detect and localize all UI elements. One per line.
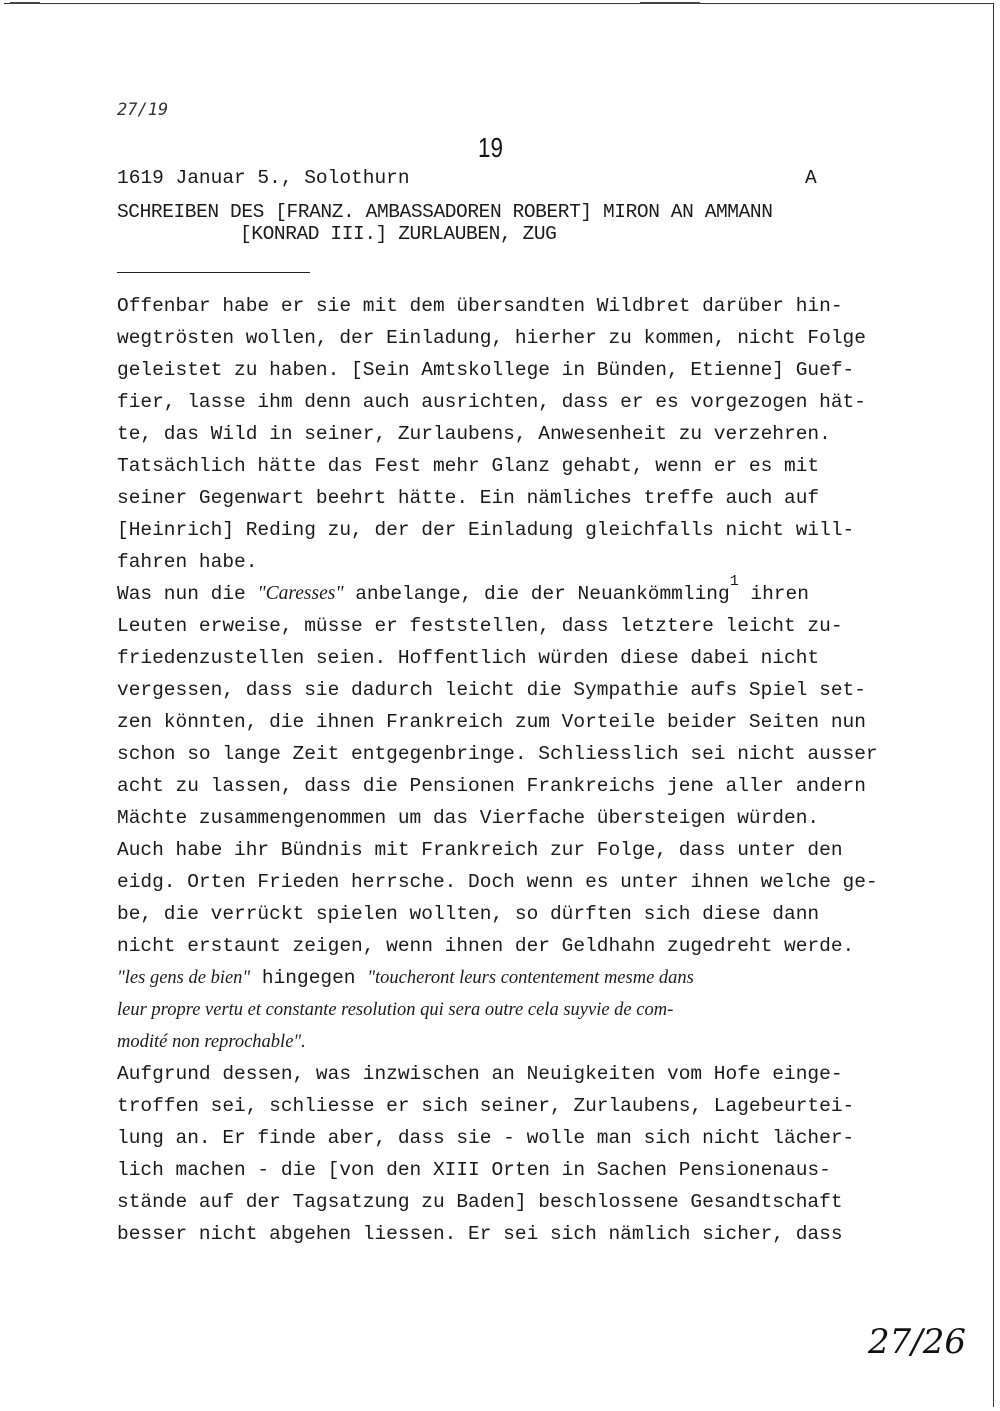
body-line: fier, lasse ihm denn auch ausrichten, dass er es vorgezogen hät- — [117, 391, 866, 413]
body-line: Tatsächlich hätte das Fest mehr Glanz gehabt, wenn er es mit — [117, 455, 820, 477]
text-segment: Was nun die — [117, 583, 258, 605]
text-segment: hingegen — [250, 967, 368, 989]
body-line-footnote — [117, 573, 997, 610]
body-line: Leuten erweise, müsse er feststellen, dass letztere leicht zu- — [117, 615, 843, 637]
body-line: stände auf der Tagsatzung zu Baden] beschlossene Gesandtschaft — [117, 1191, 843, 1213]
body-line: Aufgrund dessen, was inzwischen an Neuigkeiten vom Hofe einge- — [117, 1063, 843, 1085]
body-line: [Heinrich] Reding zu, der der Einladung gleichfalls nicht will- — [117, 519, 855, 541]
quoted-term: "Caresses" — [257, 583, 344, 604]
french-quote: "les gens de bien" — [117, 968, 251, 988]
handwritten-page-mark: 27/26 — [868, 1322, 966, 1362]
body-line: wegtrösten wollen, der Einladung, hierher zu kommen, nicht Folge — [117, 327, 866, 349]
body-line: zen könnten, die ihnen Frankreich zum Vorteile beider Seiten nun — [117, 711, 866, 733]
scan-artifact — [640, 2, 700, 4]
body-line: lich machen - die [von den XIII Orten in Sachen Pensionenaus- — [117, 1159, 831, 1181]
document-body — [117, 290, 997, 1250]
body-line: fahren habe. — [117, 551, 258, 573]
text-segment: ihren — [738, 583, 809, 605]
french-quote-line: modité non reprochable". — [117, 1032, 306, 1052]
scan-artifact — [10, 2, 40, 4]
text-segment: anbelange, die der Neuankömmling — [343, 583, 730, 605]
reference-code: 27/19 — [117, 100, 169, 120]
body-line: geleistet zu haben. [Sein Amtskollege in Bünden, Etienne] Guef- — [117, 359, 855, 381]
body-line: vergessen, dass sie dadurch leicht die Sympathie aufs Spiel set- — [117, 679, 866, 701]
footnote-marker: 1 — [729, 573, 739, 590]
body-line: Auch habe ihr Bündnis mit Frankreich zur Folge, dass unter den — [117, 839, 843, 861]
body-line: seiner Gegenwart beehrt hätte. Ein nämliches treffe auch auf — [117, 487, 820, 509]
body-line: be, die verrückt spielen wollten, so dürften sich diese dann — [117, 903, 820, 925]
separator-rule — [117, 272, 310, 273]
french-quote: "toucheront leurs contentement mesme dans — [367, 968, 694, 988]
body-line: besser nicht abgehen liessen. Er sei sich nämlich sicher, dass — [117, 1223, 843, 1245]
quote-line — [117, 962, 997, 994]
body-line: Offenbar habe er sie mit dem übersandten Wildbret darüber hin- — [117, 295, 843, 317]
body-line: troffen sei, schliesse er sich seiner, Zurlaubens, Lagebeurtei- — [117, 1095, 855, 1117]
body-line: eidg. Orten Frieden herrsche. Doch wenn es unter ihnen welche ge- — [117, 871, 878, 893]
date-place-line: 1619 Januar 5., Solothurn — [117, 167, 410, 189]
document-title-line-2: [KONRAD III.] ZURLAUBEN, ZUG — [240, 223, 557, 245]
body-line: friedenzustellen seien. Hoffentlich würden diese dabei nicht — [117, 647, 820, 669]
body-line: lung an. Er finde aber, dass sie - wolle man sich nicht lächer- — [117, 1127, 855, 1149]
document-letter: A — [805, 167, 817, 189]
body-line: Mächte zusammengenommen um das Vierfache übersteigen würden. — [117, 807, 820, 829]
body-line: schon so lange Zeit entgegenbringe. Schliesslich sei nicht ausser — [117, 743, 878, 765]
document-title-line-1: SCHREIBEN DES [FRANZ. AMBASSADOREN ROBERT] MIRON AN AMMANN — [117, 201, 773, 223]
body-line: nicht erstaunt zeigen, wenn ihnen der Geldhahn zugedreht werde. — [117, 935, 855, 957]
document-number: 19 — [478, 132, 503, 163]
body-line: acht zu lassen, dass die Pensionen Frankreichs jene aller andern — [117, 775, 866, 797]
body-line: te, das Wild in seiner, Zurlaubens, Anwesenheit zu verzehren. — [117, 423, 831, 445]
french-quote-line: leur propre vertu et constante resolution qui sera outre cela suyvie de com- — [117, 1000, 674, 1020]
